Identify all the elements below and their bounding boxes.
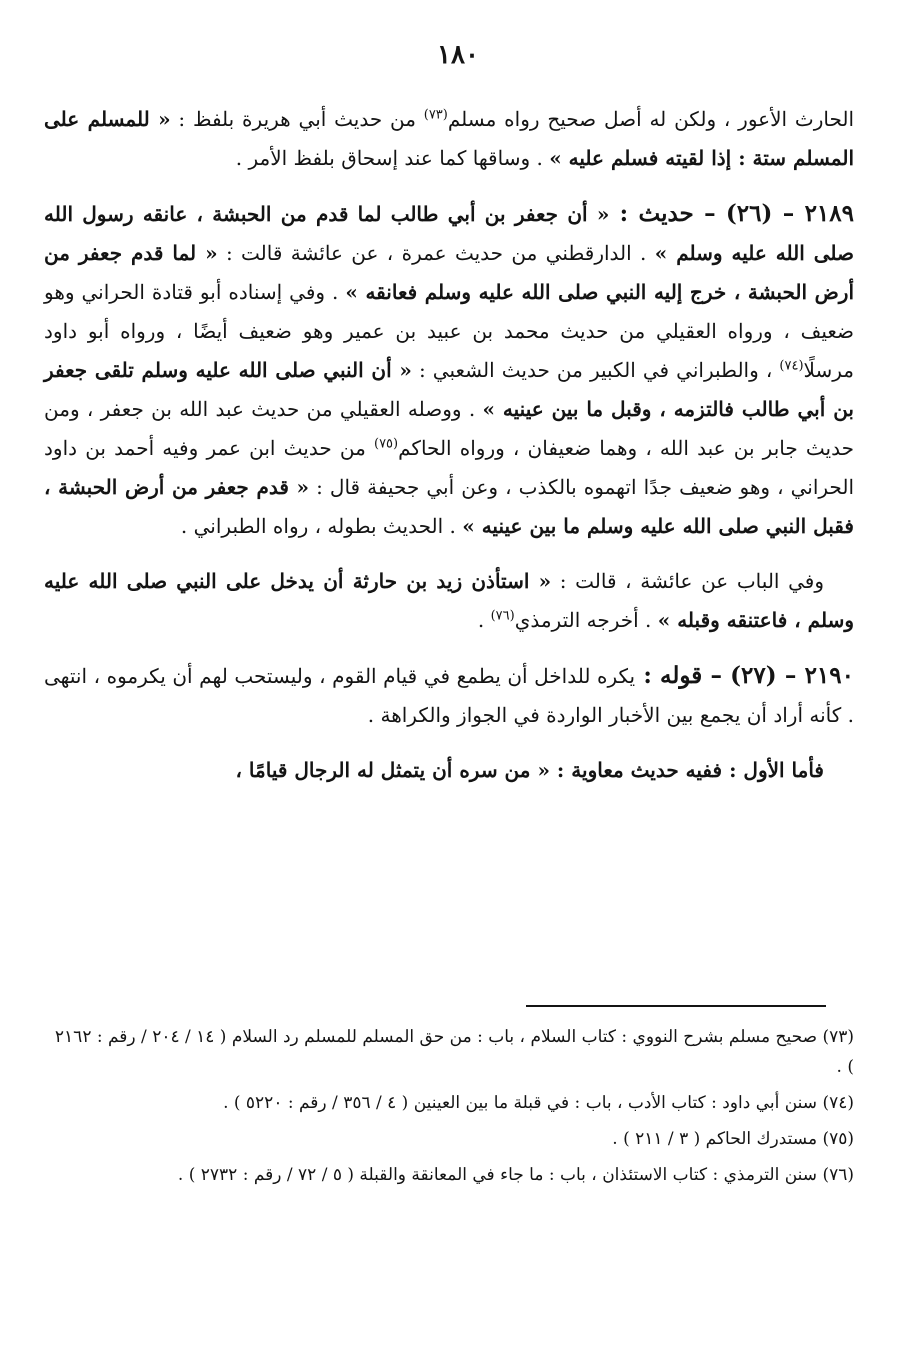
paragraph-2190-hadith-2189 (44, 194, 854, 546)
paragraph-1 (44, 100, 854, 178)
footnote-divider (526, 1005, 826, 1007)
p1-text-1: الحارث الأعور ، ولكن له أصل صحيح رواه مسلم (447, 107, 855, 131)
p1-text-3: . وساقها كما عند إسحاق بلفظ الأمر . (235, 146, 550, 170)
p5-quote-1: « من سره أن يتمثل له الرجال قيامًا ، (235, 758, 550, 782)
p4-text-1: يكره للداخل أن يطمع في قيام القوم ، وليستحب لهم أن يكرموه ، انتهى . كأنه أراد أن يجمع بين الأخبار الواردة في الجواز والكراهة . (44, 664, 854, 727)
paragraph-hadith-2190 (44, 656, 854, 735)
p3-quote-1: « استأذن زيد بن حارثة أن يدخل على النبي صلى الله عليه وسلم ، فاعتنقه وقبله » (44, 569, 854, 632)
p3-text-2: . أخرجه الترمذي (514, 608, 658, 632)
p1-quote-1: « للمسلم على المسلم ستة : إذا لقيته فسلم عليه » (44, 107, 854, 170)
footnote-74: (٧٤) سنن أبي داود : كتاب الأدب ، باب : في قبلة ما بين العينين ( ٤ / ٣٥٦ / رقم : ٥٢٢٠ ) . (223, 1093, 854, 1113)
p3-text-3: . (477, 608, 491, 632)
main-text (44, 100, 854, 806)
footnote-73: (٧٣) صحيح مسلم بشرح النووي : كتاب السلام ، باب : من حق المسلم للمسلم رد السلام ( ١٤ / ٢٠٤ / رقم : ٢١٦٢ ) . (54, 1027, 854, 1077)
p2-quote-1: « أن جعفر بن أبي طالب لما قدم من الحبشة ، عانقه رسول الله صلى الله عليه وسلم » (44, 202, 854, 265)
hadith-number-2189: ٢١٨٩ – (٢٦) – حديث : (609, 200, 854, 227)
footnote-ref-75[interactable]: (٧٥) (373, 436, 399, 452)
p2-quote-3: « أن النبي صلى الله عليه وسلم تلقى جعفر بن أبي طالب فالتزمه ، وقبل ما بين عينيه » (44, 358, 854, 421)
p5-text-1: فأما الأول : ففيه حديث معاوية : (549, 758, 824, 782)
p2-quote-4: « قدم جعفر من أرض الحبشة ، فقبل النبي صلى الله عليه وسلم ما بين عينيه » (44, 475, 854, 538)
p2-text-5: من حديث ابن عمر وفيه أحمد بن داود الحراني ، وهو ضعيف جدًا اتهموه بالكذب ، وعن أبي جحيفة قال : (44, 436, 854, 499)
p2-text-6: . الحديث بطوله ، رواه الطبراني . (180, 514, 463, 538)
p2-text-3: ، والطبراني في الكبير من حديث الشعبي : (411, 358, 780, 382)
footnote-76: (٧٦) سنن الترمذي : كتاب الاستئذان ، باب : ما جاء في المعانقة والقبلة ( ٥ / ٧٢ / رقم : ٢٧٣٢ ) . (177, 1165, 854, 1185)
p1-text-2: من حديث أبي هريرة بلفظ : (170, 107, 424, 131)
p2-text-1: . الدارقطني من حديث عمرة ، عن عائشة قالت : (217, 241, 655, 265)
p2-text-2: . وفي إسناده أبو قتادة الحراني وهو ضعيف ، ورواه العقيلي من حديث محمد بن عبيد بن عمير وهو ضعيف أيضًا ، ورواه أبو داود مرسلًا (44, 280, 854, 382)
paragraph-5 (44, 751, 854, 790)
page-number: ١٨٠ (437, 40, 479, 70)
p2-text-4: . ووصله العقيلي من حديث عبد الله بن جعفر ، ومن حديث جابر بن عبد الله ، وهما ضعيفان ، ورواه الحاكم (44, 397, 854, 460)
footnote-75: (٧٥) مستدرك الحاكم ( ٣ / ٢١١ ) . (612, 1129, 854, 1149)
p3-text-1: وفي الباب عن عائشة ، قالت : (551, 569, 824, 593)
paragraph-3 (44, 562, 854, 640)
footnote-ref-74[interactable]: (٧٤) (779, 358, 804, 374)
footnotes (44, 1022, 854, 1196)
p2-quote-2: « لما قدم جعفر من أرض الحبشة ، خرج إليه النبي صلى الله عليه وسلم فعانقه » (44, 241, 854, 304)
hadith-number-2190: ٢١٩٠ – (٢٧) – قوله : (635, 662, 854, 689)
footnote-ref-76[interactable]: (٧٦) (490, 608, 515, 624)
footnote-ref-73[interactable]: (٧٣) (423, 107, 448, 123)
